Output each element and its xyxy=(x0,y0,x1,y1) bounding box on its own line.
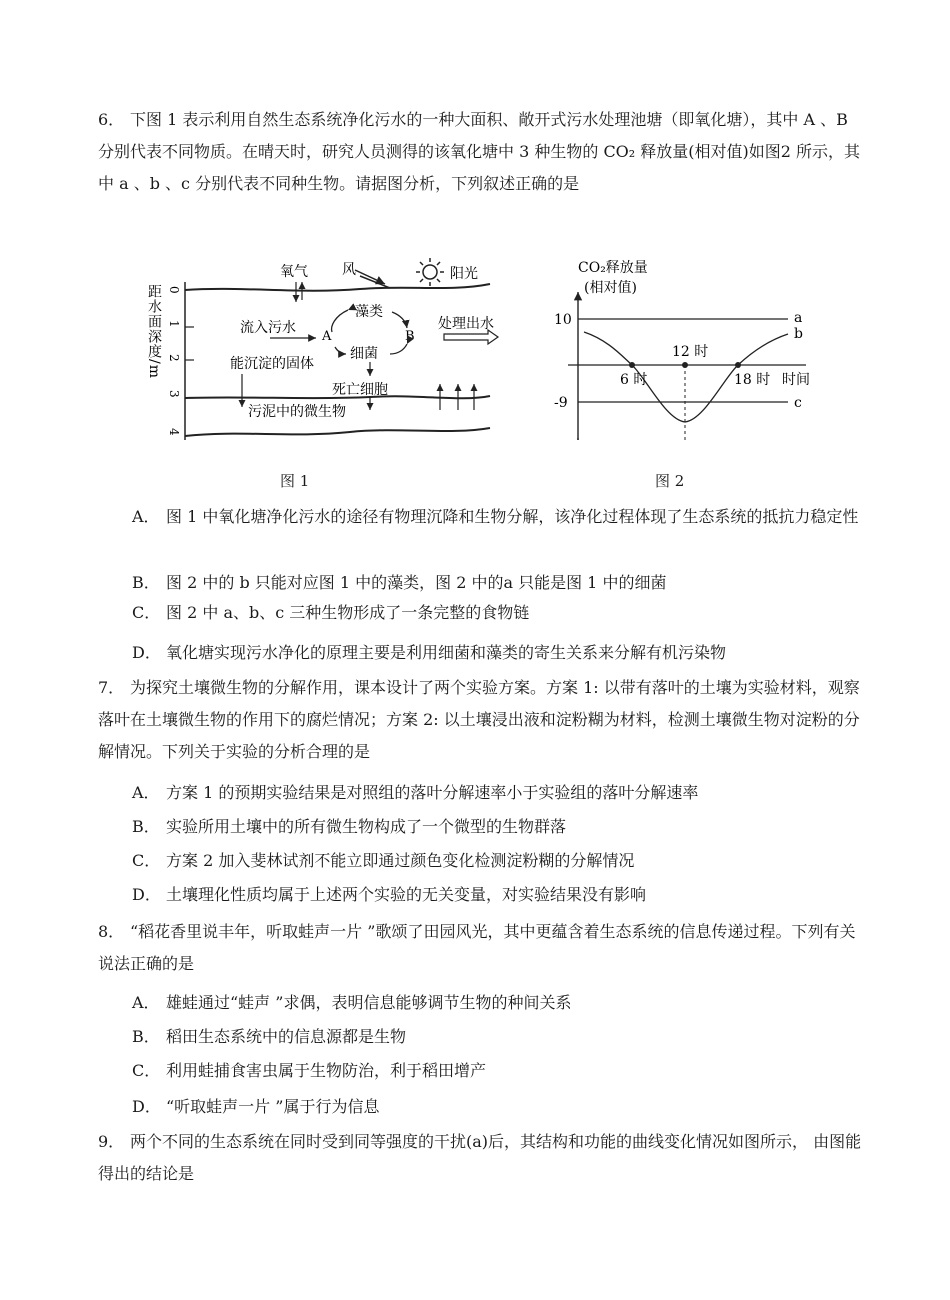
fig1-tick-1: 1 xyxy=(167,320,181,328)
fig2-xmark-18: 18 时 xyxy=(734,372,771,388)
fig1-A-label: A xyxy=(322,329,332,344)
option-label: C． xyxy=(132,1061,161,1080)
question-9-stem: 两个不同的生态系统在同时受到同等强度的干扰(a)后，其结构和功能的曲线变化情况如图所示， 由图能得出的结论是 xyxy=(98,1132,862,1183)
question-6 xyxy=(98,104,866,200)
fig1-algae-label: 藻类 xyxy=(355,304,383,320)
fig1-tick-2: 2 xyxy=(167,354,181,362)
option-label: D． xyxy=(132,643,161,662)
option-label: D． xyxy=(132,885,161,904)
fig2-xlabel: 时间 xyxy=(782,372,810,388)
fig1-inflow-label: 流入污水 xyxy=(240,320,296,336)
fig2-xmark-12: 12 时 xyxy=(672,344,709,360)
q6-option-b xyxy=(132,568,862,598)
option-text: 方案 2 加入斐林试剂不能立即通过颜色变化检测淀粉糊的分解情况 xyxy=(166,851,635,870)
option-text: 氧化塘实现污水净化的原理主要是利用细菌和藻类的寄生关系来分解有机污染物 xyxy=(166,643,727,662)
sun-icon xyxy=(416,258,444,286)
question-8-number: 8． xyxy=(98,922,125,941)
question-6-stem: 下图 1 表示利用自然生态系统净化污水的一种大面积、敞开式污水处理池塘（即氧化塘），其中 A 、B 分别代表不同物质。在晴天时，研究人员测得的该氧化塘中 3 种生物的 CO₂ 释放量(相对值)如图2 所示，其中 a 、b 、c 分别代表不同种生物。请据图分析，下列叙述正确的是 xyxy=(98,110,861,193)
fig1-sediment-label: 能沉淀的固体 xyxy=(230,356,314,372)
figure-1-pond-diagram xyxy=(146,252,510,452)
q7-option-d xyxy=(132,880,862,910)
option-label: D． xyxy=(132,1097,161,1116)
fig1-outflow-label: 处理出水 xyxy=(438,316,494,332)
option-text: “听取蛙声一片 ”属于行为信息 xyxy=(166,1097,380,1116)
fig1-oxygen-label: 氧气 xyxy=(280,264,308,280)
q7-option-b xyxy=(132,812,862,842)
fig1-axis-label: 距水面深度/m xyxy=(146,284,162,379)
option-text: 雄蛙通过“蛙声 ”求偶，表明信息能够调节生物的种间关系 xyxy=(166,993,572,1012)
q6-option-a xyxy=(132,502,862,532)
option-label: B． xyxy=(132,817,160,836)
fig1-B-label: B xyxy=(405,329,415,344)
question-6-number: 6． xyxy=(98,110,125,129)
q8-option-a xyxy=(132,988,862,1018)
fig1-wind-label: 风 xyxy=(342,262,356,278)
question-8-stem: “稻花香里说丰年，听取蛙声一片 ”歌颂了田园风光，其中更蕴含着生态系统的信息传递过程。下列有关说法正确的是 xyxy=(98,922,856,973)
option-label: A． xyxy=(132,507,160,526)
fig2-series-c: c xyxy=(794,395,802,411)
q6-option-d xyxy=(132,638,862,668)
option-label: C． xyxy=(132,603,161,622)
option-label: B． xyxy=(132,1027,160,1046)
question-7-stem: 为探究土壤微生物的分解作用，课本设计了两个实验方案。方案 1: 以带有落叶的土壤为实验材料，观察落叶在土壤微生物的作用下的腐烂情况；方案 2: 以土壤浸出液和淀粉糊为材料，检测土壤微生物对淀粉的分解情况。下列关于实验的分析合理的是 xyxy=(98,678,860,761)
question-9 xyxy=(98,1126,866,1190)
q7-option-c xyxy=(132,846,862,876)
option-text: 实验所用土壤中的所有微生物构成了一个微型的生物群落 xyxy=(166,817,567,836)
fig1-bacteria-label: 细菌 xyxy=(350,346,378,362)
fig2-ylabel-1: CO₂释放量 xyxy=(578,260,648,276)
question-9-number: 9． xyxy=(98,1132,125,1151)
fig1-dead-cells-label: 死亡细胞 xyxy=(332,382,388,398)
option-text: 图 1 中氧化塘净化污水的途径有物理沉降和生物分解，该净化过程体现了生态系统的抵抗力稳定性 xyxy=(166,507,859,526)
fig2-series-b: b xyxy=(794,326,803,342)
question-7 xyxy=(98,672,866,768)
q8-option-b xyxy=(132,1022,862,1052)
option-text: 图 2 中 a、b、c 三种生物形成了一条完整的食物链 xyxy=(166,603,530,622)
figure-1-caption: 图 1 xyxy=(280,472,310,490)
q8-option-c xyxy=(132,1056,862,1086)
q8-option-d xyxy=(132,1092,862,1122)
fig1-sunlight-label: 阳光 xyxy=(450,266,478,282)
fig1-tick-3: 3 xyxy=(167,390,181,398)
q6-option-c xyxy=(132,598,862,628)
fig2-ytick-neg9: -9 xyxy=(554,395,568,411)
option-text: 稻田生态系统中的信息源都是生物 xyxy=(166,1027,407,1046)
option-text: 利用蛙捕食害虫属于生物防治，利于稻田增产 xyxy=(166,1061,487,1080)
figure-2-co2-graph xyxy=(548,252,838,452)
question-7-number: 7． xyxy=(98,678,125,697)
fig1-microbes-label: 污泥中的微生物 xyxy=(248,404,346,420)
figure-2-caption: 图 2 xyxy=(655,472,685,490)
fig2-ytick-10: 10 xyxy=(554,312,572,328)
fig1-tick-0: 0 xyxy=(167,286,181,294)
question-8 xyxy=(98,916,866,980)
fig2-series-a: a xyxy=(794,310,803,326)
option-text: 方案 1 的预期实验结果是对照组的落叶分解速率小于实验组的落叶分解速率 xyxy=(166,783,699,802)
fig2-ylabel-2: (相对值) xyxy=(584,280,637,296)
option-label: A． xyxy=(132,993,160,1012)
fig1-tick-4: 4 xyxy=(167,428,181,436)
option-label: A． xyxy=(132,783,160,802)
option-label: C． xyxy=(132,851,161,870)
option-text: 图 2 中的 b 只能对应图 1 中的藻类，图 2 中的a 只能是图 1 中的细菌 xyxy=(166,573,667,592)
option-label: B． xyxy=(132,573,160,592)
fig2-xmark-6: 6 时 xyxy=(620,372,648,388)
option-text: 土壤理化性质均属于上述两个实验的无关变量，对实验结果没有影响 xyxy=(166,885,647,904)
q7-option-a xyxy=(132,778,862,808)
